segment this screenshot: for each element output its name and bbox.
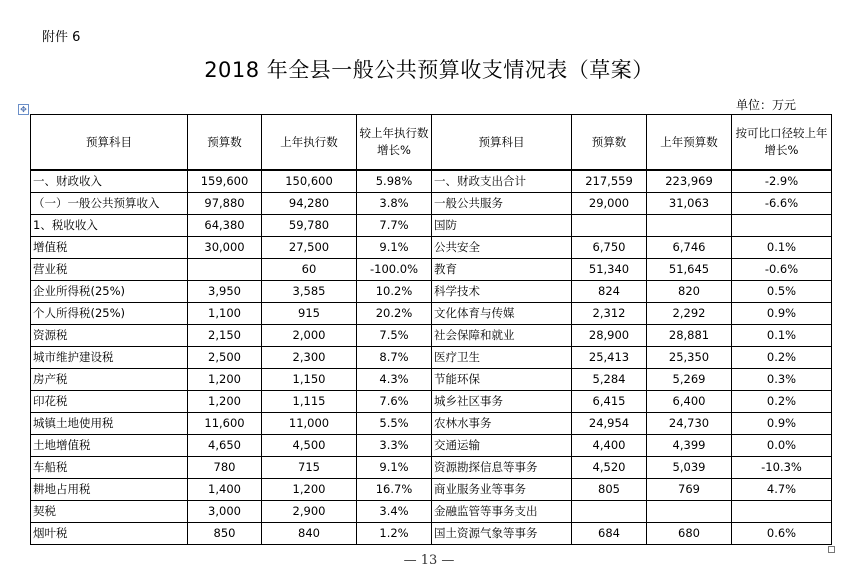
income-last-cell: 59,780 <box>262 215 357 237</box>
income-last-cell: 840 <box>262 523 357 545</box>
income-growth-cell: 9.1% <box>357 457 432 479</box>
income-budget-cell: 4,650 <box>188 435 262 457</box>
expense-item-cell: 商业服务业等事务 <box>432 479 572 501</box>
expense-last-cell: 51,645 <box>647 259 732 281</box>
table-row <box>31 325 832 347</box>
income-growth-cell: 5.98% <box>357 170 432 193</box>
income-budget-cell: 780 <box>188 457 262 479</box>
budget-table <box>30 114 832 545</box>
income-budget-cell: 3,000 <box>188 501 262 523</box>
expense-last-cell: 2,292 <box>647 303 732 325</box>
table-row <box>31 259 832 281</box>
expense-last-cell <box>647 215 732 237</box>
expense-last-cell: 223,969 <box>647 170 732 193</box>
income-growth-cell: 7.7% <box>357 215 432 237</box>
table-row <box>31 281 832 303</box>
income-last-cell: 2,000 <box>262 325 357 347</box>
income-last-cell: 94,280 <box>262 193 357 215</box>
unit-label: 单位：万元 <box>736 98 797 112</box>
income-last-cell: 11,000 <box>262 413 357 435</box>
expense-item-cell: 资源勘探信息等事务 <box>432 457 572 479</box>
income-growth-cell: 10.2% <box>357 281 432 303</box>
table-row <box>31 369 832 391</box>
expense-growth-cell: 0.9% <box>732 413 832 435</box>
header-income-last: 上年执行数 <box>262 115 357 171</box>
expense-budget-cell: 24,954 <box>572 413 647 435</box>
income-last-cell: 915 <box>262 303 357 325</box>
income-last-cell: 1,115 <box>262 391 357 413</box>
expense-item-cell: 教育 <box>432 259 572 281</box>
income-item-cell: 烟叶税 <box>31 523 188 545</box>
income-growth-cell: 3.3% <box>357 435 432 457</box>
income-growth-cell: 5.5% <box>357 413 432 435</box>
expense-budget-cell: 2,312 <box>572 303 647 325</box>
table-row <box>31 215 832 237</box>
income-budget-cell: 97,880 <box>188 193 262 215</box>
table-header-row <box>31 115 832 171</box>
income-budget-cell: 3,950 <box>188 281 262 303</box>
expense-budget-cell: 28,900 <box>572 325 647 347</box>
expense-item-cell: 城乡社区事务 <box>432 391 572 413</box>
expense-item-cell: 公共安全 <box>432 237 572 259</box>
expense-last-cell: 6,746 <box>647 237 732 259</box>
expense-item-cell: 科学技术 <box>432 281 572 303</box>
income-budget-cell: 850 <box>188 523 262 545</box>
table-row <box>31 391 832 413</box>
expense-growth-cell: 0.1% <box>732 237 832 259</box>
expense-last-cell: 28,881 <box>647 325 732 347</box>
table-row <box>31 501 832 523</box>
income-item-cell: 契税 <box>31 501 188 523</box>
expense-budget-cell: 824 <box>572 281 647 303</box>
expense-item-cell: 交通运输 <box>432 435 572 457</box>
expense-growth-cell <box>732 501 832 523</box>
expense-budget-cell: 217,559 <box>572 170 647 193</box>
income-item-cell: 资源税 <box>31 325 188 347</box>
expense-last-cell: 31,063 <box>647 193 732 215</box>
expense-budget-cell: 6,415 <box>572 391 647 413</box>
table-row <box>31 193 832 215</box>
income-last-cell: 1,150 <box>262 369 357 391</box>
income-growth-cell: -100.0% <box>357 259 432 281</box>
income-last-cell: 150,600 <box>262 170 357 193</box>
income-last-cell: 3,585 <box>262 281 357 303</box>
income-budget-cell: 1,200 <box>188 391 262 413</box>
header-expense-item: 预算科目 <box>432 115 572 171</box>
expense-growth-cell: 4.7% <box>732 479 832 501</box>
expense-item-cell: 农林水事务 <box>432 413 572 435</box>
expense-item-cell: 医疗卫生 <box>432 347 572 369</box>
income-growth-cell: 9.1% <box>357 237 432 259</box>
header-expense-last: 上年预算数 <box>647 115 732 171</box>
income-budget-cell: 1,100 <box>188 303 262 325</box>
income-budget-cell: 64,380 <box>188 215 262 237</box>
expense-item-cell: 节能环保 <box>432 369 572 391</box>
income-budget-cell: 1,400 <box>188 479 262 501</box>
expense-growth-cell: 0.2% <box>732 347 832 369</box>
income-growth-cell: 3.4% <box>357 501 432 523</box>
expense-last-cell: 5,039 <box>647 457 732 479</box>
table-body <box>31 170 832 545</box>
expense-budget-cell: 4,520 <box>572 457 647 479</box>
header-expense-budget: 预算数 <box>572 115 647 171</box>
expense-growth-cell: 0.6% <box>732 523 832 545</box>
income-growth-cell: 7.5% <box>357 325 432 347</box>
table-row <box>31 347 832 369</box>
income-budget-cell: 159,600 <box>188 170 262 193</box>
income-last-cell: 60 <box>262 259 357 281</box>
expense-last-cell: 4,399 <box>647 435 732 457</box>
table-row <box>31 303 832 325</box>
income-growth-cell: 16.7% <box>357 479 432 501</box>
expense-growth-cell: -10.3% <box>732 457 832 479</box>
income-last-cell: 715 <box>262 457 357 479</box>
income-item-cell: 城市维护建设税 <box>31 347 188 369</box>
corner-mark <box>828 546 835 553</box>
income-item-cell: 个人所得税(25%) <box>31 303 188 325</box>
expense-last-cell: 680 <box>647 523 732 545</box>
expense-growth-cell: 0.5% <box>732 281 832 303</box>
table-move-handle-icon[interactable]: ✥ <box>18 104 29 115</box>
income-growth-cell: 20.2% <box>357 303 432 325</box>
income-item-cell: 企业所得税(25%) <box>31 281 188 303</box>
income-item-cell: 城镇土地使用税 <box>31 413 188 435</box>
expense-growth-cell: 0.2% <box>732 391 832 413</box>
expense-growth-cell: 0.0% <box>732 435 832 457</box>
attachment-label: 附件 6 <box>42 30 81 45</box>
expense-item-cell: 社会保障和就业 <box>432 325 572 347</box>
income-last-cell: 4,500 <box>262 435 357 457</box>
page-number: — 13 — <box>403 553 455 568</box>
income-item-cell: 印花税 <box>31 391 188 413</box>
income-item-cell: （一）一般公共预算收入 <box>31 193 188 215</box>
income-budget-cell: 2,500 <box>188 347 262 369</box>
income-item-cell: 耕地占用税 <box>31 479 188 501</box>
income-growth-cell: 3.8% <box>357 193 432 215</box>
table-row <box>31 523 832 545</box>
income-growth-cell: 1.2% <box>357 523 432 545</box>
income-budget-cell: 30,000 <box>188 237 262 259</box>
expense-item-cell: 金融监管等事务支出 <box>432 501 572 523</box>
income-growth-cell: 4.3% <box>357 369 432 391</box>
income-last-cell: 1,200 <box>262 479 357 501</box>
income-last-cell: 27,500 <box>262 237 357 259</box>
expense-item-cell: 国土资源气象等事务 <box>432 523 572 545</box>
header-income-budget: 预算数 <box>188 115 262 171</box>
expense-last-cell: 24,730 <box>647 413 732 435</box>
expense-growth-cell: 0.1% <box>732 325 832 347</box>
expense-last-cell <box>647 501 732 523</box>
income-item-cell: 1、税收收入 <box>31 215 188 237</box>
expense-last-cell: 5,269 <box>647 369 732 391</box>
expense-budget-cell: 4,400 <box>572 435 647 457</box>
expense-last-cell: 25,350 <box>647 347 732 369</box>
income-growth-cell: 8.7% <box>357 347 432 369</box>
expense-item-cell: 一般公共服务 <box>432 193 572 215</box>
expense-last-cell: 769 <box>647 479 732 501</box>
income-last-cell: 2,900 <box>262 501 357 523</box>
income-growth-cell: 7.6% <box>357 391 432 413</box>
expense-last-cell: 820 <box>647 281 732 303</box>
expense-budget-cell: 805 <box>572 479 647 501</box>
expense-budget-cell <box>572 215 647 237</box>
income-budget-cell <box>188 259 262 281</box>
income-budget-cell: 2,150 <box>188 325 262 347</box>
expense-budget-cell: 5,284 <box>572 369 647 391</box>
income-item-cell: 土地增值税 <box>31 435 188 457</box>
income-last-cell: 2,300 <box>262 347 357 369</box>
expense-budget-cell: 51,340 <box>572 259 647 281</box>
income-item-cell: 车船税 <box>31 457 188 479</box>
income-item-cell: 营业税 <box>31 259 188 281</box>
expense-growth-cell: -2.9% <box>732 170 832 193</box>
expense-budget-cell <box>572 501 647 523</box>
header-income-item: 预算科目 <box>31 115 188 171</box>
table-row <box>31 479 832 501</box>
expense-budget-cell: 25,413 <box>572 347 647 369</box>
income-budget-cell: 11,600 <box>188 413 262 435</box>
header-expense-growth: 按可比口径较上年增长% <box>732 115 832 171</box>
expense-item-cell: 文化体育与传媒 <box>432 303 572 325</box>
page-title: 2018 年全县一般公共预算收支情况表（草案） <box>204 58 654 82</box>
expense-growth-cell: 0.9% <box>732 303 832 325</box>
expense-budget-cell: 6,750 <box>572 237 647 259</box>
income-item-cell: 房产税 <box>31 369 188 391</box>
expense-growth-cell: -0.6% <box>732 259 832 281</box>
table-row <box>31 413 832 435</box>
income-item-cell: 增值税 <box>31 237 188 259</box>
expense-budget-cell: 684 <box>572 523 647 545</box>
table-row <box>31 237 832 259</box>
expense-growth-cell <box>732 215 832 237</box>
income-budget-cell: 1,200 <box>188 369 262 391</box>
expense-growth-cell: -6.6% <box>732 193 832 215</box>
table-row <box>31 170 832 193</box>
table-row <box>31 457 832 479</box>
expense-item-cell: 国防 <box>432 215 572 237</box>
header-income-growth: 较上年执行数增长% <box>357 115 432 171</box>
expense-growth-cell: 0.3% <box>732 369 832 391</box>
income-item-cell: 一、财政收入 <box>31 170 188 193</box>
expense-last-cell: 6,400 <box>647 391 732 413</box>
table-row <box>31 435 832 457</box>
expense-item-cell: 一、财政支出合计 <box>432 170 572 193</box>
expense-budget-cell: 29,000 <box>572 193 647 215</box>
